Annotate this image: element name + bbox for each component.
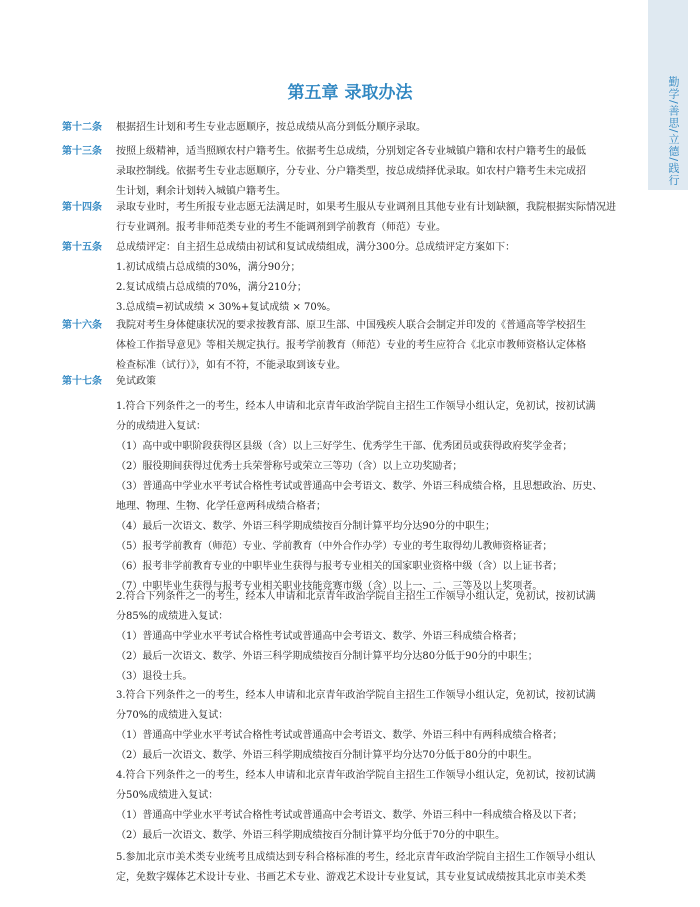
article-label: 第十五条 bbox=[62, 242, 102, 253]
exemption-intro-line: 分的成绩进入复试： bbox=[116, 421, 206, 432]
exemption-item: （1）普通高中学业水平考试合格性考试或普通高中会考语文、数学、外语三科成绩合格者； bbox=[116, 631, 523, 642]
exemption-intro bbox=[116, 587, 646, 627]
exemption-intro-line: 分85%的成绩进入复试： bbox=[116, 611, 229, 622]
article-line: 3.总成绩=初试成绩 × 30%+复试成绩 × 70%。 bbox=[116, 302, 337, 313]
exemption-intro-line: 1.符合下列条件之一的考生，经本人申请和北京青年政治学院自主招生工作领导小组认定，免初试，按初试满 bbox=[116, 401, 596, 412]
exemption-list bbox=[116, 437, 646, 597]
article-label: 第十七条 bbox=[62, 376, 102, 387]
exemption-intro-line: 分70%的成绩进入复试： bbox=[116, 710, 229, 721]
article bbox=[62, 198, 642, 238]
article-body bbox=[116, 238, 642, 318]
exemption-item: （2）最后一次语文、数学、外语三科学期成绩按百分制计算平均分低于70分的中职生。 bbox=[116, 830, 506, 841]
article-line: 免试政策 bbox=[116, 376, 156, 387]
exemption-list bbox=[116, 806, 646, 846]
article bbox=[62, 316, 642, 376]
article-label: 第十二条 bbox=[62, 122, 102, 133]
article-body bbox=[116, 118, 642, 138]
article-body bbox=[116, 316, 642, 376]
article-line: 录取控制线。依据考生专业志愿顺序，分专业、分户籍类型，按总成绩择优录取。如农村户籍考生未完成招 bbox=[116, 166, 586, 177]
exemption-intro-line: 分50%成绩进入复试： bbox=[116, 790, 219, 801]
article-body bbox=[116, 142, 642, 202]
exemption-intro bbox=[116, 848, 646, 888]
exemption-item: （3）退役士兵。 bbox=[116, 671, 193, 682]
exemption-list bbox=[116, 726, 646, 766]
exemption-item: （1）高中或中职阶段获得区县级（含）以上三好学生、优秀学生干部、优秀团员或获得政府奖学金者； bbox=[116, 441, 573, 452]
article-line: 体检工作指导意见》等相关规定执行。报考学前教育（师范）专业的考生应符合《北京市教师资格认定体格 bbox=[116, 340, 586, 351]
exemption-item: 地理、物理、生物、化学任意两科成绩合格者； bbox=[116, 501, 326, 512]
article bbox=[62, 142, 642, 202]
exemption-item: （2）最后一次语文、数学、外语三科学期成绩按百分制计算平均分达80分低于90分的中职生； bbox=[116, 651, 538, 662]
article bbox=[62, 372, 642, 392]
article-label: 第十三条 bbox=[62, 146, 102, 157]
exemption-item: （2）最后一次语文、数学、外语三科学期成绩按百分制计算平均分达70分低于80分的中职生。 bbox=[116, 750, 538, 761]
chapter-title: 第五章 录取办法 bbox=[287, 83, 413, 103]
article-line: 1.初试成绩占总成绩的30%，满分90分； bbox=[116, 262, 301, 273]
exemption-intro-line: 5.参加北京市美术类专业统考且成绩达到专科合格标准的考生，经北京青年政治学院自主招生工作领导小组认 bbox=[116, 852, 596, 863]
exemption-item: （7）中职毕业生获得与报考专业相关职业技能竞赛市级（含）以上一、二、三等及以上奖项者。 bbox=[116, 581, 543, 592]
article-body bbox=[116, 198, 642, 238]
exemption-item: （6）报考非学前教育专业的中职毕业生获得与报考专业相关的国家职业资格中级（含）以上证书者； bbox=[116, 561, 563, 572]
exemption-intro-line: 定，免数字媒体艺术设计专业、书画艺术专业、游戏艺术设计专业复试，其专业复试成绩按其北京市美术类 bbox=[116, 872, 586, 883]
article-line: 我院对考生身体健康状况的要求按教育部、原卫生部、中国残疾人联合会制定并印发的《普通高等学校招生 bbox=[116, 320, 586, 331]
exemption-item: （5）报考学前教育（师范）专业、学前教育（中外合作办学）专业的考生取得幼儿教师资格证者； bbox=[116, 541, 553, 552]
exemption-item: （4）最后一次语文、数学、外语三科学期成绩按百分制计算平均分达90分的中职生； bbox=[116, 521, 496, 532]
article-line: 按照上级精神，适当照顾农村户籍考生。依据考生总成绩，分别划定各专业城镇户籍和农村户籍考生的最低 bbox=[116, 146, 586, 157]
article-label: 第十四条 bbox=[62, 202, 102, 213]
article-line: 录取专业时，考生所报专业志愿无法满足时，如果考生服从专业调剂且其他专业有计划缺额，我院根据实际情况进 bbox=[116, 202, 616, 213]
exemption-item: （1）普通高中学业水平考试合格性考试或普通高中会考语文、数学、外语三科中一科成绩合格及以下者； bbox=[116, 810, 583, 821]
exemption-intro-line: 3.符合下列条件之一的考生，经本人申请和北京青年政治学院自主招生工作领导小组认定，免初试，按初试满 bbox=[116, 690, 596, 701]
article-line: 行专业调剂。报考非师范类专业的考生不能调剂到学前教育（师范）专业。 bbox=[116, 222, 446, 233]
article-line: 根据招生计划和考生专业志愿顺序，按总成绩从高分到低分顺序录取。 bbox=[116, 122, 426, 133]
article-line: 总成绩评定：自主招生总成绩由初试和复试成绩组成，满分300分。总成绩评定方案如下： bbox=[116, 242, 516, 253]
article bbox=[62, 238, 642, 318]
exemption-item: （2）服役期间获得过优秀士兵荣誉称号或荣立三等功（含）以上立功奖励者； bbox=[116, 461, 463, 472]
exemption-intro bbox=[116, 686, 646, 726]
side-tab-text: 勤学/善思/立德/践行 bbox=[667, 76, 680, 187]
article bbox=[62, 118, 642, 138]
exemption-intro bbox=[116, 766, 646, 806]
article-line: 生计划，剩余计划转入城镇户籍考生。 bbox=[116, 186, 286, 197]
exemption-list bbox=[116, 627, 646, 687]
exemption-item: （1）普通高中学业水平考试合格性考试或普通高中会考语文、数学、外语三科中有两科成绩合格者； bbox=[116, 730, 563, 741]
article-line: 检查标准（试行）》，如有不符，不能录取到该专业。 bbox=[116, 360, 346, 371]
exemption-intro-line: 4.符合下列条件之一的考生，经本人申请和北京青年政治学院自主招生工作领导小组认定，免初试，按初试满 bbox=[116, 770, 596, 781]
article-label: 第十六条 bbox=[62, 320, 102, 331]
article-body bbox=[116, 372, 642, 392]
article-line: 2.复试成绩占总成绩的70%，满分210分； bbox=[116, 282, 307, 293]
exemption-intro-line: 2.符合下列条件之一的考生，经本人申请和北京青年政治学院自主招生工作领导小组认定，免初试，按初试满 bbox=[116, 591, 596, 602]
exemption-intro bbox=[116, 397, 646, 437]
exemption-item: （3）普通高中学业水平考试合格性考试或普通高中会考语文、数学、外语三科成绩合格，且思想政治、历史、 bbox=[116, 481, 603, 492]
